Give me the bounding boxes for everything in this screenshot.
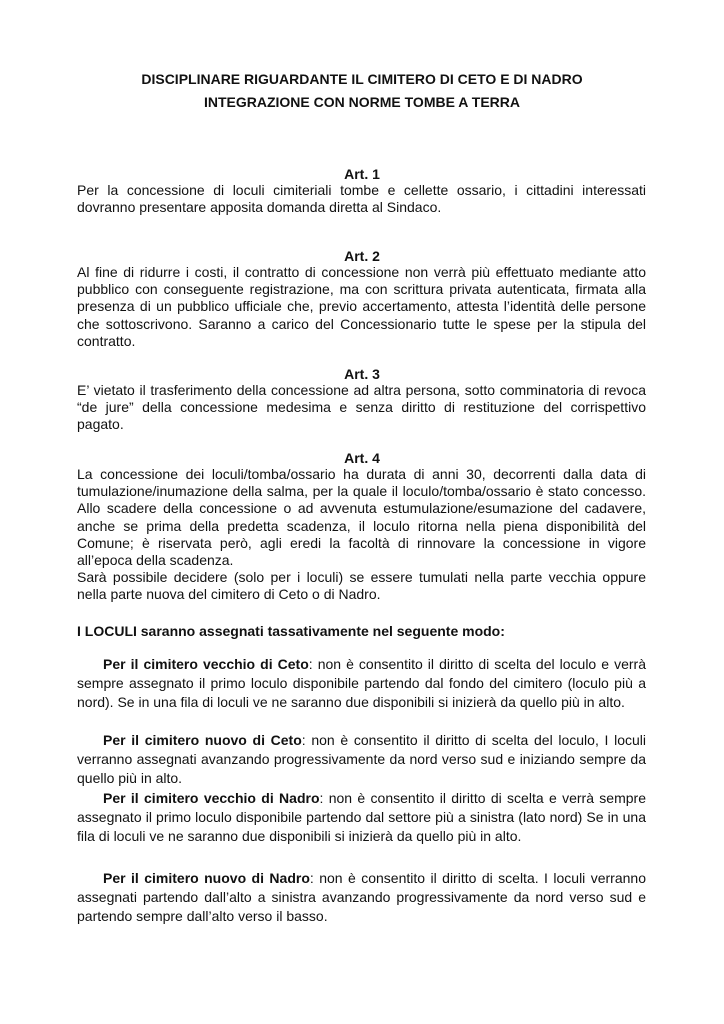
article-4-heading: Art. 4 [344, 450, 380, 466]
document-title-line2: INTEGRAZIONE CON NORME TOMBE A TERRA [203, 94, 521, 110]
loculi-item-3-label: Per il cimitero vecchio di Nadro [103, 790, 320, 806]
loculi-item-4-label: Per il cimitero nuovo di Nadro [103, 870, 310, 886]
article-4-text [77, 466, 646, 604]
loculi-item-4 [77, 869, 646, 927]
article-1-text: Per la concessione di loculi cimiteriali tombe e cellette ossario, i cittadini interessati dovranno presentare apposita domanda diretta al Sindaco. [77, 182, 646, 216]
article-3-heading: Art. 3 [344, 366, 380, 382]
article-2-text: Al fine di ridurre i costi, il contratto di concessione non verrà più effettuato mediante atto pubblico con conseguente registrazione, ma con scrittura privata autenticata, firmata alla presenza di un pubblico ufficiale che, previo accertamento, attesta l’identità delle persone che sottoscrivono. Saranno a carico del Concessionario tutte le spese per la stipula del contratto. [77, 264, 646, 349]
loculi-item-1-label: Per il cimitero vecchio di Ceto [103, 656, 309, 672]
loculi-item-2-text: : non è consentito il diritto di scelta del loculo, I loculi verranno assegnati avanzando progressivamente da nord verso sud e iniziando sempre da quello più in alto. [77, 732, 647, 787]
loculi-item-2 [77, 731, 646, 789]
article-4-paragraph-2: Sarà possibile decidere (solo per i loculi) se essere tumulati nella parte vecchia oppure nella parte nuova del cimitero di Ceto o di Nadro. [77, 569, 646, 603]
article-2-heading: Art. 2 [344, 248, 380, 264]
article-4-paragraph-1: La concessione dei loculi/tomba/ossario ha durata di anni 30, decorrenti dalla data di tumulazione/inumazione della salma, per la quale il loculo/tomba/ossario è stato concesso. Allo scadere della concessione o ad avvenuta estumulazione/esumazione del cadavere, anche se prima della predetta scadenza, il loculo ritorna nella piena disponibilità del Comune; è riservata però, agli eredi la facoltà di rinnovare la concessione in vigore all’epoca della scadenza. [77, 466, 646, 569]
loculi-heading: I LOCULI saranno assegnati tassativamente nel seguente modo: [77, 623, 505, 639]
article-3-text: E’ vietato il trasferimento della concessione ad altra persona, sotto comminatoria di revoca “de jure” della concessione medesima e senza diritto di restituzione del corrispettivo pagato. [77, 382, 646, 433]
loculi-item-3 [77, 789, 646, 847]
loculi-item-3-text: : non è consentito il diritto di scelta e verrà sempre assegnato il primo loculo disponibile partendo dal settore più a sinistra (lato nord) Se in una fila di loculi ve ne saranno due disponibili si inizierà da quello più in alto. [77, 790, 646, 845]
article-1-heading: Art. 1 [344, 166, 380, 182]
loculi-item-4-text: : non è consentito il diritto di scelta. I loculi verranno assegnati partendo dall’alto a sinistra avanzando progressivamente da nord verso sud e partendo sempre dall’alto verso il basso. [77, 870, 646, 925]
document-title-line1: DISCIPLINARE RIGUARDANTE IL CIMITERO DI CETO E DI NADRO [141, 71, 583, 87]
loculi-item-1 [77, 655, 646, 713]
loculi-item-2-label: Per il cimitero nuovo di Ceto [103, 732, 302, 748]
loculi-item-1-text: : non è consentito il diritto di scelta del loculo e verrà sempre assegnato il primo loculo disponibile partendo dal fondo del cimitero (loculo più a nord). Se in una fila di loculi ve ne saranno due disponibili si inizierà da quello più in alto. [77, 656, 646, 711]
